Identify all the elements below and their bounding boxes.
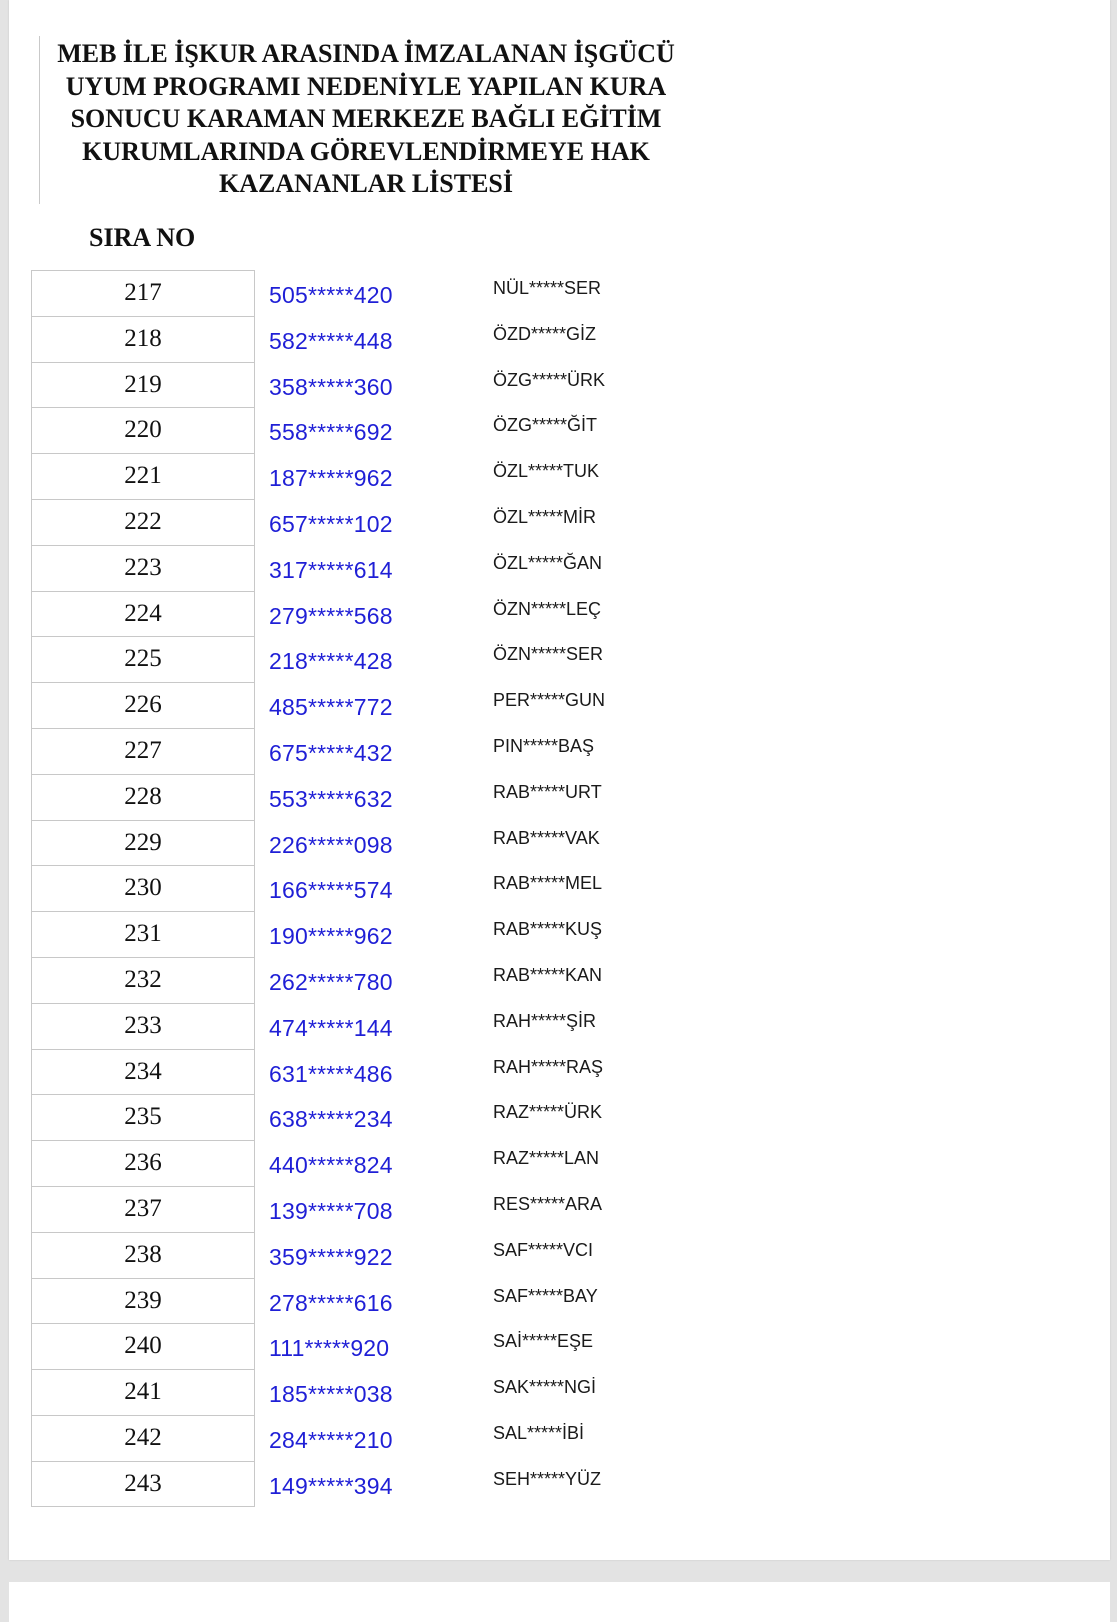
- masked-id-cell: 485*****772: [269, 694, 393, 721]
- masked-id-cell: 278*****616: [269, 1289, 393, 1316]
- masked-name-cell: RAB*****KAN: [493, 964, 603, 985]
- document-title: MEB İLE İŞKUR ARASINDA İMZALANAN İŞGÜCÜ UYUM PROGRAMI NEDENİYLE YAPILAN KURA SONUCU KARAMAN MERKEZE BAĞLI EĞİTİM KURUMLARINDA GÖREVLENDİRMEYE HAK KAZANANLAR LİSTESİ: [57, 39, 675, 198]
- masked-id-cell: 284*****210: [269, 1426, 393, 1453]
- table-row: [31, 820, 671, 866]
- sira-no-header: SIRA NO: [89, 223, 196, 252]
- sira-no-cell: 229: [31, 820, 255, 866]
- table-row: [31, 362, 671, 408]
- masked-name-cell: SAL*****İBİ: [493, 1422, 585, 1443]
- table-row: [31, 1461, 671, 1507]
- masked-name-cell: ÖZN*****SER: [493, 644, 604, 665]
- table-row: [31, 1186, 671, 1232]
- sira-no-cell: 217: [31, 270, 255, 316]
- sira-no-cell: 224: [31, 591, 255, 637]
- masked-name-cell: NÜL*****SER: [493, 278, 602, 298]
- masked-name-cell: ÖZL*****TUK: [493, 461, 600, 482]
- sira-no-cell: 218: [31, 316, 255, 362]
- sira-no-cell: 228: [31, 774, 255, 820]
- sira-no-cell: 240: [31, 1323, 255, 1369]
- masked-name-cell: SAİ*****EŞE: [493, 1331, 594, 1352]
- masked-id-cell: 440*****824: [269, 1152, 393, 1179]
- sira-no-cell: 236: [31, 1140, 255, 1186]
- sira-no-cell: 238: [31, 1232, 255, 1278]
- masked-id-cell: 262*****780: [269, 968, 393, 995]
- masked-id-cell: 358*****360: [269, 373, 393, 400]
- masked-id-cell: 185*****038: [269, 1381, 393, 1408]
- masked-id-cell: 675*****432: [269, 739, 393, 766]
- table-row: [31, 407, 671, 453]
- sira-no-cell: 230: [31, 865, 255, 911]
- sira-no-cell: 243: [31, 1461, 255, 1507]
- masked-name-cell: SEH*****YÜZ: [493, 1468, 602, 1489]
- table-row: [31, 1094, 671, 1140]
- table-row: [31, 270, 671, 316]
- sira-no-cell: 220: [31, 407, 255, 453]
- masked-id-cell: 149*****394: [269, 1472, 393, 1499]
- sira-no-cell: 225: [31, 636, 255, 682]
- masked-name-cell: RAB*****MEL: [493, 873, 603, 894]
- masked-id-cell: 582*****448: [269, 327, 393, 354]
- sira-no-cell: 221: [31, 453, 255, 499]
- table-row: [31, 636, 671, 682]
- masked-name-cell: RAZ*****LAN: [493, 1148, 600, 1169]
- masked-id-cell: 279*****568: [269, 602, 393, 629]
- masked-name-cell: ÖZN*****LEÇ: [493, 598, 602, 619]
- table-row: [31, 774, 671, 820]
- masked-name-cell: SAF*****BAY: [493, 1285, 598, 1306]
- masked-name-cell: ÖZL*****ĞAN: [493, 552, 603, 573]
- sira-no-cell: 227: [31, 728, 255, 774]
- masked-id-cell: 638*****234: [269, 1106, 393, 1133]
- sira-no-cell: 223: [31, 545, 255, 591]
- table-row: [31, 1278, 671, 1324]
- sira-no-cell: 233: [31, 1003, 255, 1049]
- masked-id-cell: 631*****486: [269, 1060, 393, 1087]
- masked-id-cell: 317*****614: [269, 556, 393, 583]
- sira-no-cell: 242: [31, 1415, 255, 1461]
- table-row: [31, 1323, 671, 1369]
- masked-id-cell: 187*****962: [269, 465, 393, 492]
- table-row: [31, 1003, 671, 1049]
- table-row: [31, 1415, 671, 1461]
- table-row: [31, 591, 671, 637]
- sira-no-cell: 219: [31, 362, 255, 408]
- masked-id-cell: 139*****708: [269, 1197, 393, 1224]
- masked-name-cell: RES*****ARA: [493, 1193, 603, 1214]
- table-row: [31, 545, 671, 591]
- masked-name-cell: ÖZG*****ÜRK: [493, 369, 606, 390]
- masked-name-cell: RAB*****URT: [493, 781, 602, 802]
- sira-no-cell: 226: [31, 682, 255, 728]
- sira-no-cell: 222: [31, 499, 255, 545]
- table-row: [31, 728, 671, 774]
- table-row: [31, 499, 671, 545]
- table-row: [31, 1049, 671, 1095]
- sira-no-cell: 231: [31, 911, 255, 957]
- masked-name-cell: RAH*****ŞİR: [493, 1010, 597, 1031]
- table-row: [31, 682, 671, 728]
- masked-name-cell: RAB*****VAK: [493, 827, 600, 848]
- masked-name-cell: SAK*****NGİ: [493, 1377, 597, 1398]
- masked-name-cell: PIN*****BAŞ: [493, 735, 595, 756]
- masked-id-cell: 657*****102: [269, 510, 393, 537]
- masked-id-cell: 505*****420: [269, 282, 393, 308]
- sira-no-cell: 232: [31, 957, 255, 1003]
- masked-name-cell: PER*****GUN: [493, 690, 606, 711]
- masked-id-cell: 218*****428: [269, 648, 393, 675]
- masked-id-cell: 553*****632: [269, 785, 393, 812]
- masked-id-cell: 226*****098: [269, 831, 393, 858]
- masked-name-cell: SAF*****VCI: [493, 1239, 594, 1260]
- table-row: [31, 316, 671, 362]
- table-row: [31, 911, 671, 957]
- masked-id-cell: 359*****922: [269, 1243, 393, 1270]
- masked-id-cell: 111*****920: [269, 1335, 390, 1362]
- sira-no-cell: 234: [31, 1049, 255, 1095]
- sira-no-cell: 235: [31, 1094, 255, 1140]
- title-block: [39, 36, 700, 204]
- table-row: [31, 1232, 671, 1278]
- masked-name-cell: RAZ*****ÜRK: [493, 1102, 603, 1123]
- masked-id-cell: 166*****574: [269, 877, 393, 904]
- masked-name-cell: ÖZD*****GİZ: [493, 323, 597, 344]
- table-row: [31, 453, 671, 499]
- document-page: [9, 0, 1110, 1560]
- sira-no-cell: 237: [31, 1186, 255, 1232]
- sira-no-cell: 241: [31, 1369, 255, 1415]
- masked-name-cell: RAB*****KUŞ: [493, 919, 603, 940]
- masked-name-cell: ÖZL*****MİR: [493, 506, 597, 527]
- sira-no-cell: 239: [31, 1278, 255, 1324]
- masked-name-cell: ÖZG*****ĞİT: [493, 415, 598, 436]
- masked-id-cell: 558*****692: [269, 419, 393, 446]
- masked-name-cell: RAH*****RAŞ: [493, 1056, 604, 1077]
- table-row: [31, 957, 671, 1003]
- masked-id-cell: 190*****962: [269, 923, 393, 950]
- results-table: [31, 270, 671, 1507]
- next-page-edge: [9, 1582, 1110, 1622]
- table-row: [31, 1369, 671, 1415]
- masked-id-cell: 474*****144: [269, 1014, 393, 1041]
- table-row: [31, 865, 671, 911]
- table-row: [31, 1140, 671, 1186]
